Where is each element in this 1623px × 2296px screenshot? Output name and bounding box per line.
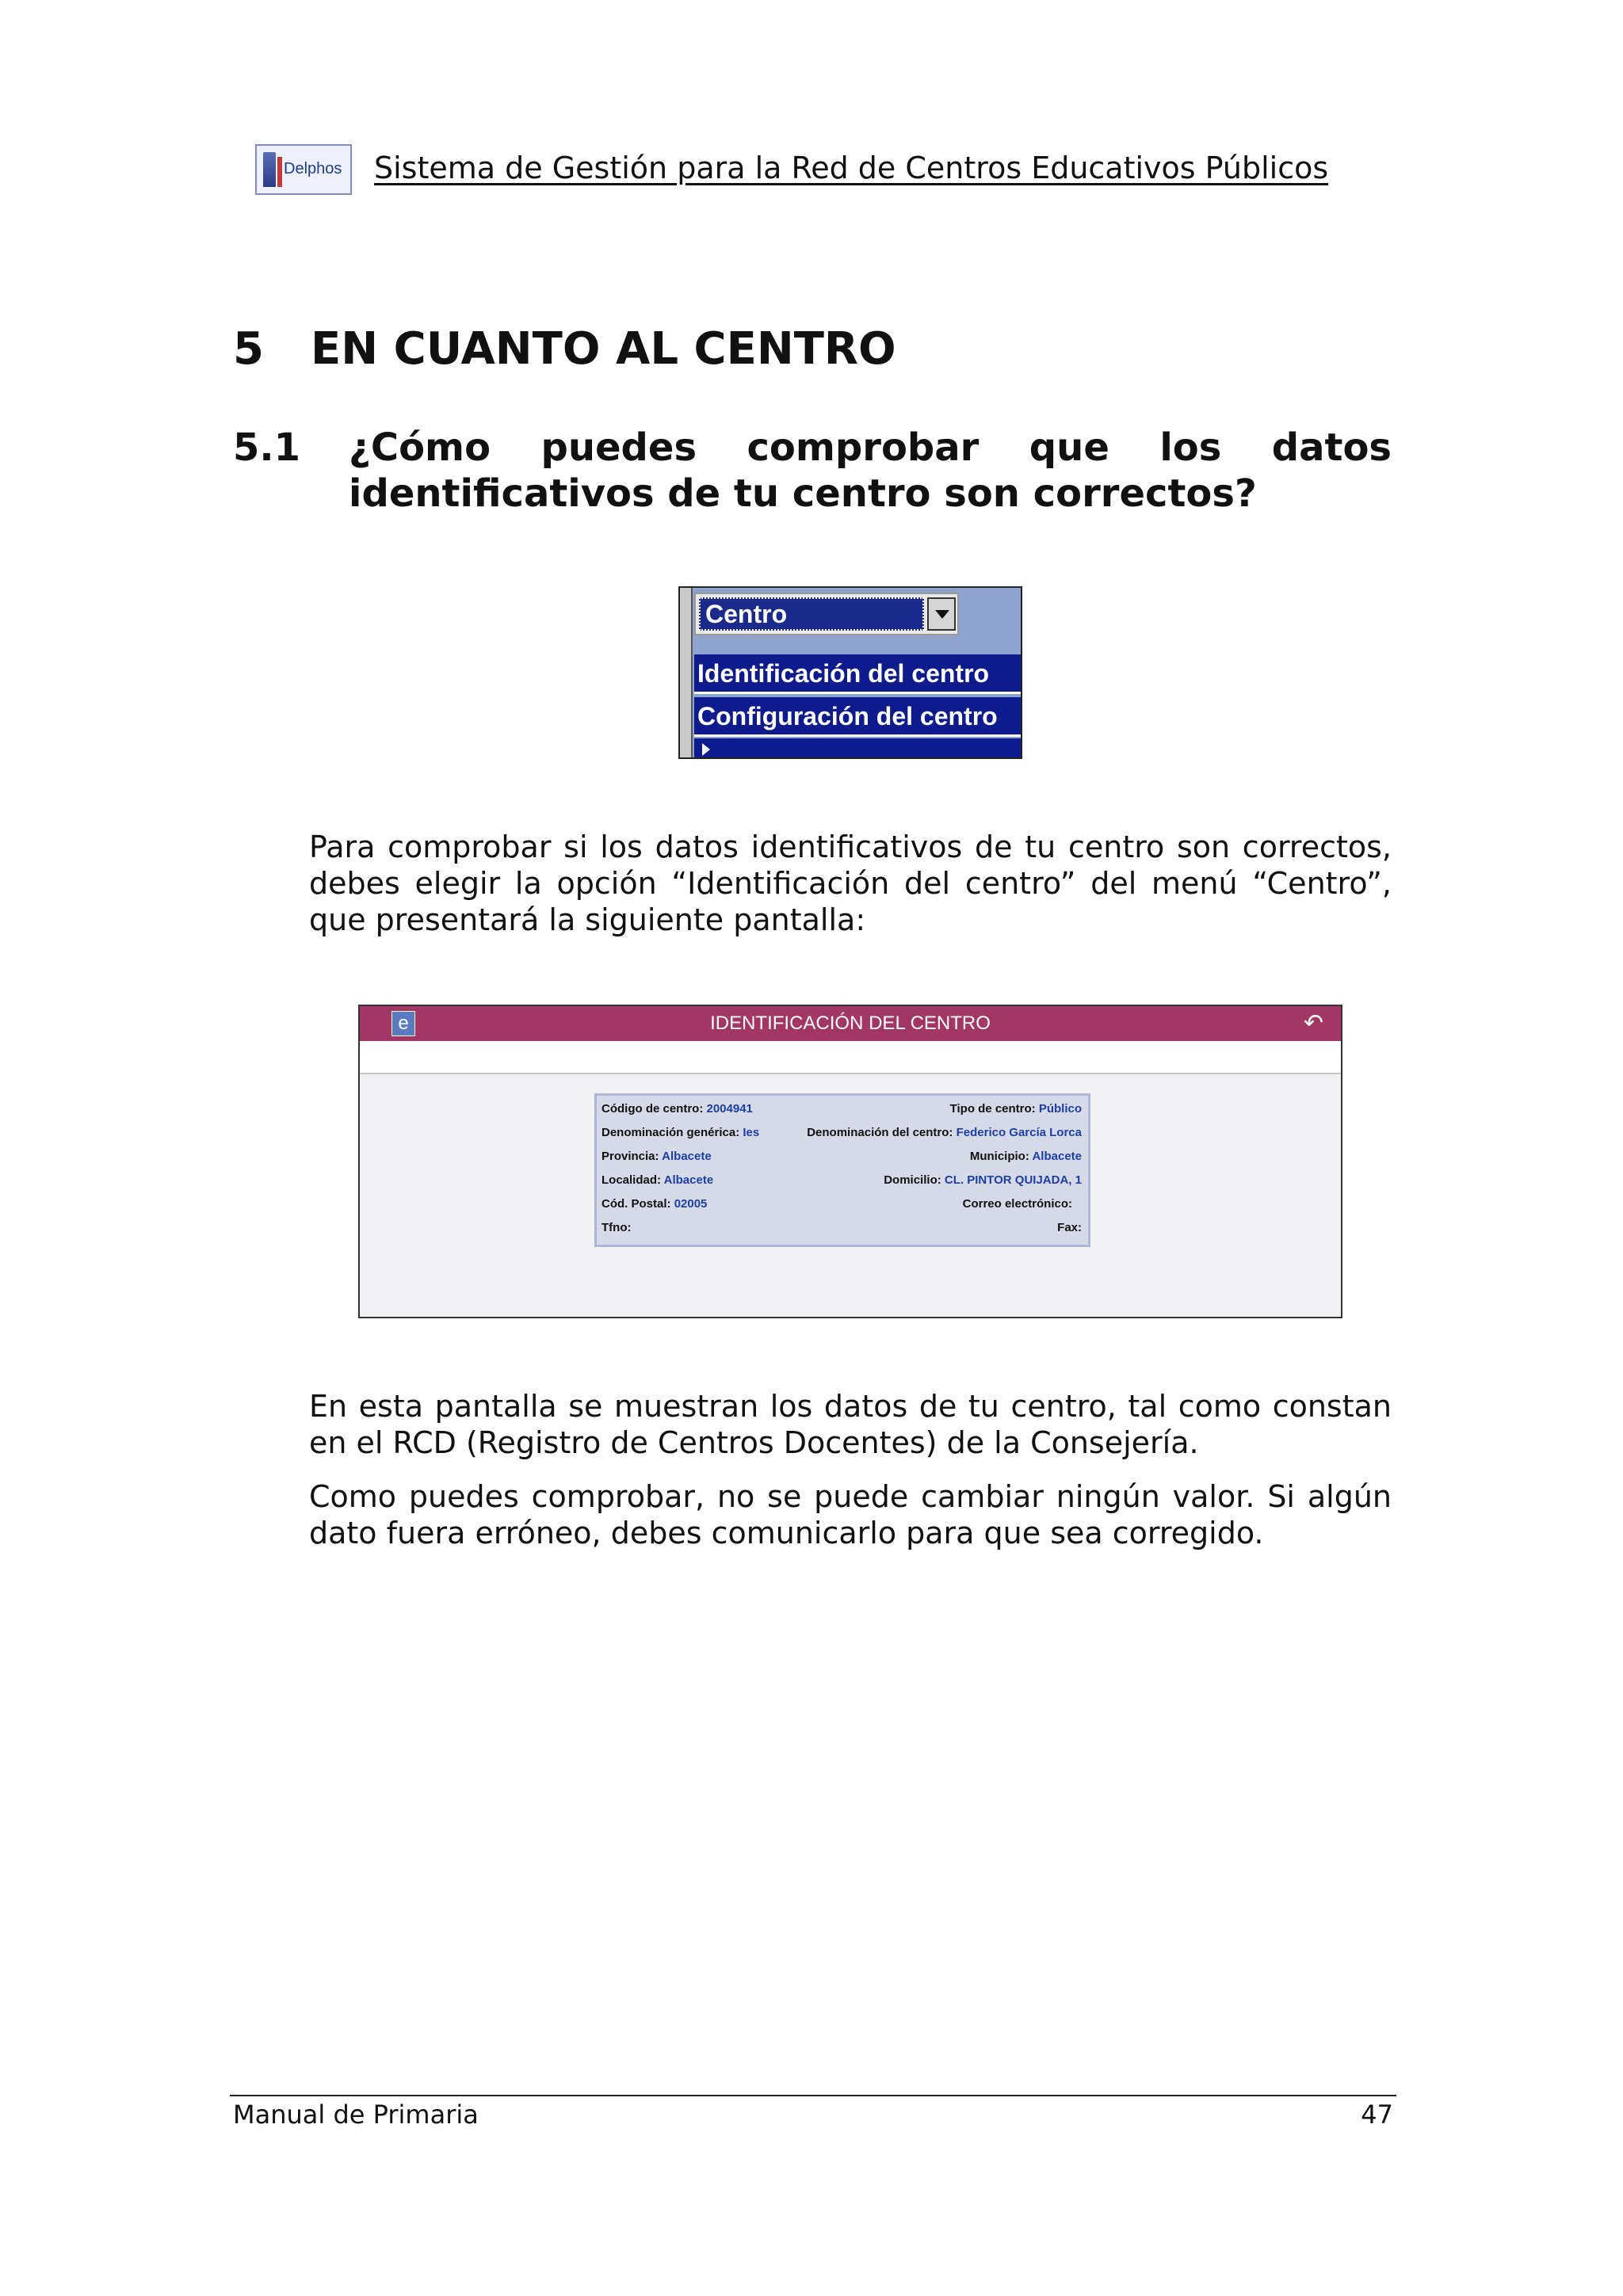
menu-screenshot xyxy=(678,586,1022,759)
row-provincia-municipio xyxy=(601,1150,1082,1169)
denom-value: Federico García Lorca xyxy=(956,1126,1082,1139)
app-title: IDENTIFICACIÓN DEL CENTRO xyxy=(710,1013,991,1034)
codigo-label: Código de centro: xyxy=(601,1102,704,1116)
fax-label: Fax: xyxy=(1057,1221,1082,1234)
codigo-value: 2004941 xyxy=(706,1102,753,1116)
municipio-value: Albacete xyxy=(1032,1150,1082,1163)
correo-label: Correo electrónico: xyxy=(962,1197,1072,1211)
provincia-value: Albacete xyxy=(662,1150,712,1163)
subsection-title-line2: identificativos de tu centro son correctos? xyxy=(349,471,1257,516)
municipio-label: Municipio: xyxy=(969,1150,1029,1163)
paragraph-note: Como puedes comprobar, no se puede cambiar ningún valor. Si algún dato fuera erróneo, debes comunicarlo para que sea corregido. xyxy=(309,1479,1392,1550)
app-title-bar xyxy=(360,1006,1341,1041)
localidad-label: Localidad: xyxy=(601,1173,662,1187)
menu-item-identificacion[interactable]: Identificación del centro xyxy=(694,654,1022,694)
tipo-value: Público xyxy=(1038,1102,1082,1116)
tipo-label: Tipo de centro: xyxy=(949,1102,1036,1116)
menu-item-partial xyxy=(694,738,1022,759)
header-title: Sistema de Gestión para la Red de Centros Educativos Públicos xyxy=(374,151,1329,185)
submenu-arrow-icon xyxy=(702,743,710,756)
domicilio-label: Domicilio: xyxy=(884,1173,941,1187)
e-button[interactable]: e xyxy=(391,1011,415,1036)
domicilio-value: CL. PINTOR QUIJADA, 1 xyxy=(944,1173,1082,1187)
logo-pillar-icon xyxy=(263,152,276,187)
back-arrow-icon[interactable]: ↶ xyxy=(1303,1010,1323,1036)
row-codigo-tipo xyxy=(601,1102,1082,1121)
centre-data-card xyxy=(594,1093,1090,1247)
subsection-number: 5.1 xyxy=(233,425,301,470)
paragraph-intro: Para comprobar si los datos identificativos de tu centro son correctos, debes elegir la opción “Identificación del centro” del menú “Centro”, que presentará la siguiente pantalla: xyxy=(309,830,1392,937)
provincia-label: Provincia: xyxy=(601,1150,659,1163)
menu-side-border xyxy=(680,588,693,757)
section-number: 5 xyxy=(233,323,264,375)
section-title: EN CUANTO AL CENTRO xyxy=(311,323,896,375)
localidad-value: Albacete xyxy=(663,1173,714,1187)
row-localidad-domicilio xyxy=(601,1173,1082,1192)
menu-item-configuracion[interactable]: Configuración del centro xyxy=(694,697,1022,737)
postal-label: Cód. Postal: xyxy=(601,1197,671,1211)
paragraph-description: En esta pantalla se muestran los datos de tu centro, tal como constan en el RCD (Registro de Centros Docentes) de la Consejería. xyxy=(309,1389,1392,1460)
footer-divider xyxy=(230,2095,1396,2096)
chevron-down-icon[interactable] xyxy=(927,597,956,631)
delphos-logo xyxy=(255,144,352,195)
subsection-heading xyxy=(233,425,1392,517)
tfno-label: Tfno: xyxy=(601,1221,632,1234)
logo-accent-icon xyxy=(277,157,282,187)
denom-gen-value: Ies xyxy=(743,1126,760,1139)
footer-manual-title: Manual de Primaria xyxy=(233,2100,479,2130)
row-tfno-fax xyxy=(601,1221,1082,1240)
logo-text: Delphos xyxy=(284,160,342,177)
app-toolbar-strip xyxy=(360,1041,1341,1074)
section-heading xyxy=(233,323,1422,375)
menu-select-value[interactable]: Centro xyxy=(699,597,924,631)
row-denominacion xyxy=(601,1126,1082,1145)
subsection-title-line1: ¿Cómo puedes comprobar que los datos xyxy=(349,425,1392,470)
menu-select-box[interactable] xyxy=(694,593,959,635)
postal-value: 02005 xyxy=(674,1197,708,1211)
row-postal-correo xyxy=(601,1197,1082,1216)
denom-label: Denominación del centro: xyxy=(807,1126,953,1139)
identificacion-screenshot xyxy=(358,1005,1342,1318)
page-number: 47 xyxy=(1361,2100,1393,2130)
denom-gen-label: Denominación genérica: xyxy=(601,1126,740,1139)
